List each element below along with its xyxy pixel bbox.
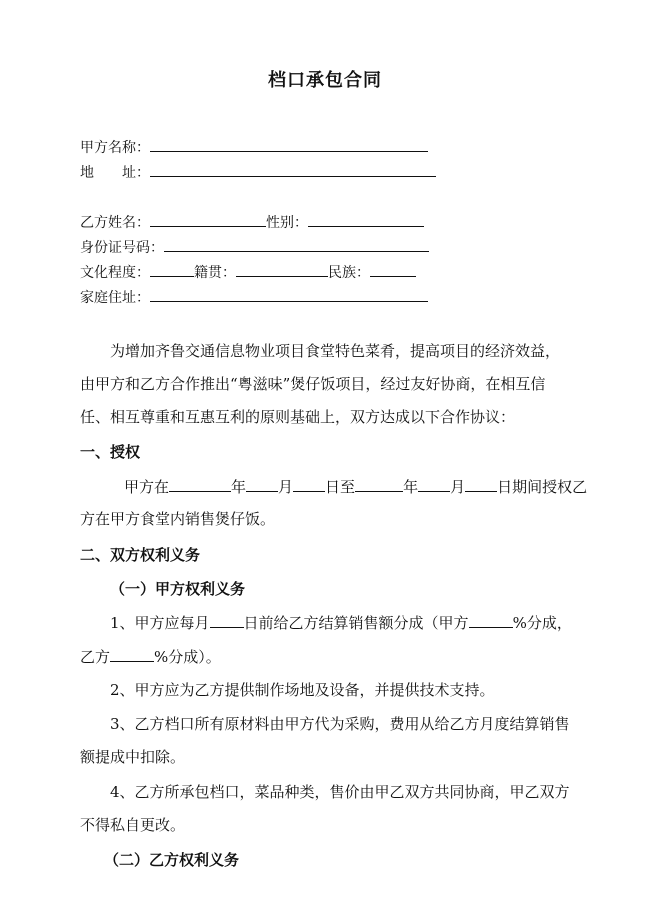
party-b-name-blank bbox=[150, 212, 266, 227]
s1-period-end-label: 日期间授权乙 bbox=[497, 478, 588, 496]
s1-day1-blank bbox=[293, 476, 325, 492]
party-b-native-blank bbox=[236, 262, 328, 277]
party-b-education-label: 文化程度： bbox=[80, 265, 150, 281]
s1-month1-label: 月 bbox=[278, 478, 294, 496]
party-b-ethnic-label: 民族： bbox=[328, 265, 370, 281]
party-b-education-blank bbox=[150, 262, 194, 277]
item-4-line-1: 4、乙方所承包档口，菜品种类，售价由甲乙双方共同协商，甲乙双方 bbox=[110, 783, 570, 801]
section-1-paragraph-line-2: 方在甲方食堂内销售煲仔饭。 bbox=[80, 510, 276, 528]
subsection-a-heading: （一）甲方权利义务 bbox=[110, 580, 246, 598]
item-1-text-e: %分成）。 bbox=[154, 648, 221, 666]
party-b-native-label: 籍贯： bbox=[194, 265, 236, 281]
section-2-heading: 二、双方权利义务 bbox=[80, 546, 201, 564]
item-1-day-blank bbox=[210, 612, 244, 628]
party-a-address-field bbox=[80, 162, 436, 182]
item-1-party-a-share-blank bbox=[469, 612, 513, 628]
s1-day2-blank bbox=[465, 476, 497, 492]
s1-month2-label: 月 bbox=[450, 478, 466, 496]
item-2: 2、甲方应为乙方提供制作场地及设备，并提供技术支持。 bbox=[110, 681, 495, 699]
page-title: 档口承包合同 bbox=[268, 70, 382, 91]
party-a-address-blank bbox=[150, 162, 436, 177]
item-1-text-c: %分成， bbox=[512, 614, 572, 632]
party-b-home-blank bbox=[150, 287, 428, 302]
subsection-b-heading: （二）乙方权利义务 bbox=[104, 851, 240, 869]
item-4-line-2: 不得私自更改。 bbox=[80, 816, 186, 834]
intro-line-2: 由甲方和乙方合作推出“粤滋味”煲仔饭项目，经过友好协商，在相互信 bbox=[80, 375, 546, 393]
item-3-line-1: 3、乙方档口所有原材料由甲方代为采购，费用从给乙方月度结算销售 bbox=[110, 715, 570, 733]
s1-day-to-label: 日至 bbox=[325, 478, 356, 496]
intro-line-3: 任、相互尊重和互惠互利的原则基础上，双方达成以下合作协议： bbox=[80, 408, 516, 426]
item-1-line-2 bbox=[80, 646, 221, 667]
party-b-id-label: 身份证号码： bbox=[80, 240, 164, 256]
party-a-name-field bbox=[80, 137, 428, 157]
party-b-gender-blank bbox=[308, 212, 424, 227]
item-1-text-a: 1、甲方应每月 bbox=[110, 614, 210, 632]
s1-year1-blank bbox=[169, 476, 231, 492]
party-b-id-blank bbox=[164, 237, 429, 252]
party-a-address-label: 地 址： bbox=[80, 165, 150, 181]
item-1-text-d: 乙方 bbox=[80, 648, 111, 666]
party-b-home-field bbox=[80, 287, 428, 307]
party-b-education-field bbox=[80, 262, 416, 282]
section-1-heading: 一、授权 bbox=[80, 443, 141, 461]
s1-text-start: 甲方在 bbox=[124, 478, 170, 496]
item-3-line-2: 额提成中扣除。 bbox=[80, 748, 186, 766]
party-b-name-label: 乙方姓名： bbox=[80, 215, 150, 231]
s1-month2-blank bbox=[418, 476, 450, 492]
s1-year1-label: 年 bbox=[231, 478, 247, 496]
party-b-ethnic-blank bbox=[370, 262, 416, 277]
item-1-line-1 bbox=[110, 612, 572, 633]
party-b-gender-label: 性别： bbox=[266, 215, 308, 231]
item-1-party-b-share-blank bbox=[110, 646, 154, 662]
intro-line-1: 为增加齐鲁交通信息物业项目食堂特色菜肴，提高项目的经济效益， bbox=[110, 342, 561, 360]
section-1-paragraph-line-1 bbox=[124, 476, 587, 497]
item-1-text-b: 日前给乙方结算销售额分成（甲方 bbox=[243, 614, 469, 632]
party-a-name-label: 甲方名称： bbox=[80, 140, 150, 156]
s1-year2-label: 年 bbox=[403, 478, 419, 496]
party-b-id-field bbox=[80, 237, 429, 257]
s1-year2-blank bbox=[355, 476, 403, 492]
party-a-name-blank bbox=[150, 137, 428, 152]
party-b-home-label: 家庭住址： bbox=[80, 290, 150, 306]
party-b-name-field bbox=[80, 212, 424, 232]
s1-month1-blank bbox=[246, 476, 278, 492]
